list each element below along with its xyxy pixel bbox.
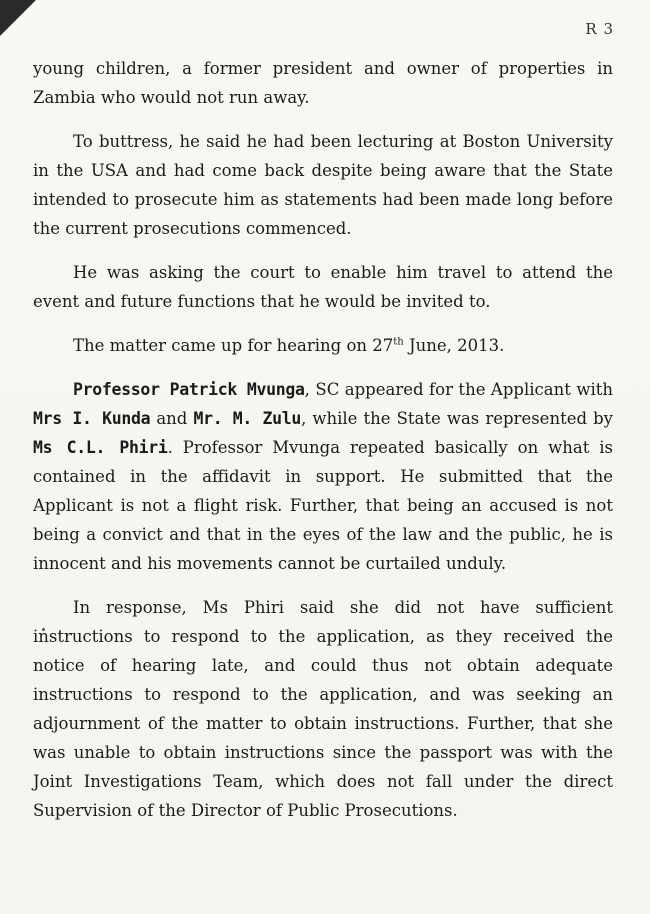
- paragraph-continuation: young children, a former president and owner of properties in Zambia who would not run away.: [33, 59, 613, 107]
- counsel-name-phiri: Ms C.L. Phiri: [33, 438, 168, 457]
- scan-corner-mark: [0, 0, 36, 36]
- paragraph-buttress: To buttress, he said he had been lecturing at Boston University in the USA and had come back despite being aware that the State intended to prosecute him as statements had been made long before the current prosecutions commenced.: [33, 132, 613, 238]
- paragraph-travel-request: He was asking the court to enable him travel to attend the event and future functions that he would be invited to.: [33, 263, 613, 311]
- appearances-text-4: . Professor Mvunga repeated basically on what is contained in the affidavit in support. He submitted that the Applicant is not a flight risk. Further, that being an accused is not being a convict and that in the eyes of the law and the public, he is innocent and his movements cannot be curtailed unduly.: [33, 438, 613, 573]
- paragraph-appearances: [33, 375, 613, 578]
- hearing-date-year: June, 2013.: [403, 336, 505, 355]
- document-body: [33, 54, 613, 840]
- paragraph-response: In response, Ms Phiri said she did not have sufficient instructions to respond to the application, as they received the notice of hearing late, and could thus not obtain adequate instructions to respond to the application, and was seeking an adjournment of the matter to obtain instructions. Further, that she was unable to obtain instructions since the passport was with the Joint Investigations Team, which does not fall under the direct Supervision of the Director of Public Prosecutions.: [33, 598, 613, 820]
- appearances-text-1: , SC appeared for the Applicant with: [304, 380, 613, 399]
- appearances-text-3: , while the State was represented by: [301, 409, 613, 428]
- paragraph-hearing-date: [33, 331, 613, 360]
- appearances-text-2: and: [150, 409, 194, 428]
- page-number: R 3: [585, 20, 614, 38]
- counsel-name-mvunga: Professor Patrick Mvunga: [73, 380, 305, 399]
- hearing-date-text: The matter came up for hearing on 27: [73, 336, 394, 355]
- counsel-name-kunda: Mrs I. Kunda: [33, 409, 151, 428]
- date-ordinal-suffix: th: [393, 336, 404, 348]
- counsel-name-zulu: Mr. M. Zulu: [193, 409, 302, 428]
